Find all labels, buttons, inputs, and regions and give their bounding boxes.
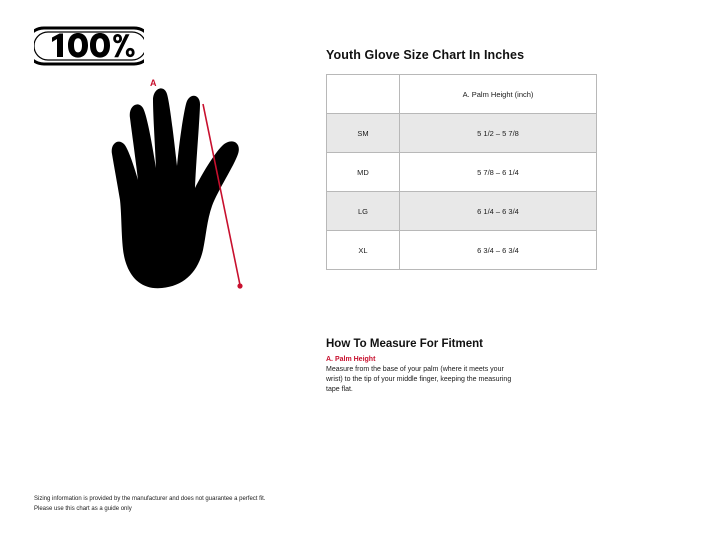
cell-value-md: 5 7/8 – 6 1/4 — [400, 153, 597, 192]
size-chart-section — [326, 48, 682, 270]
measure-point-label-a: A — [150, 78, 157, 88]
table-header-size — [327, 75, 400, 114]
table-header-row — [327, 75, 597, 114]
how-to-measure-body: Measure from the base of your palm (where it meets your wrist) to the tip of your middle finger, keeping the measuring tape flat. — [326, 366, 512, 394]
table-header-palm-height: A. Palm Height (inch) — [400, 75, 597, 114]
brand-logo — [34, 24, 144, 68]
table-row — [327, 192, 597, 231]
table-row — [327, 153, 597, 192]
footer-line-2: Please use this chart as a guide only — [34, 505, 132, 512]
footer-disclaimer — [34, 495, 364, 514]
how-to-measure-title: How To Measure For Fitment — [326, 338, 483, 350]
cell-value-sm: 5 1/2 – 5 7/8 — [400, 114, 597, 153]
table-row — [327, 114, 597, 153]
hand-illustration — [90, 70, 320, 310]
how-to-measure-section — [326, 338, 556, 395]
100-percent-logo-icon — [34, 24, 144, 68]
cell-size-xl: XL — [327, 231, 400, 270]
cell-size-md: MD — [327, 153, 400, 192]
cell-size-lg: LG — [327, 192, 400, 231]
table-row — [327, 231, 597, 270]
hand-silhouette-icon — [90, 70, 320, 310]
page-title: Youth Glove Size Chart In Inches — [326, 48, 525, 62]
size-chart-table — [326, 74, 597, 270]
cell-value-xl: 6 3/4 – 6 3/4 — [400, 231, 597, 270]
cell-value-lg: 6 1/4 – 6 3/4 — [400, 192, 597, 231]
how-to-measure-subtitle: A. Palm Height — [326, 356, 376, 363]
cell-size-sm: SM — [327, 114, 400, 153]
footer-line-1: Sizing information is provided by the manufacturer and does not guarantee a perfect fit. — [34, 496, 266, 503]
